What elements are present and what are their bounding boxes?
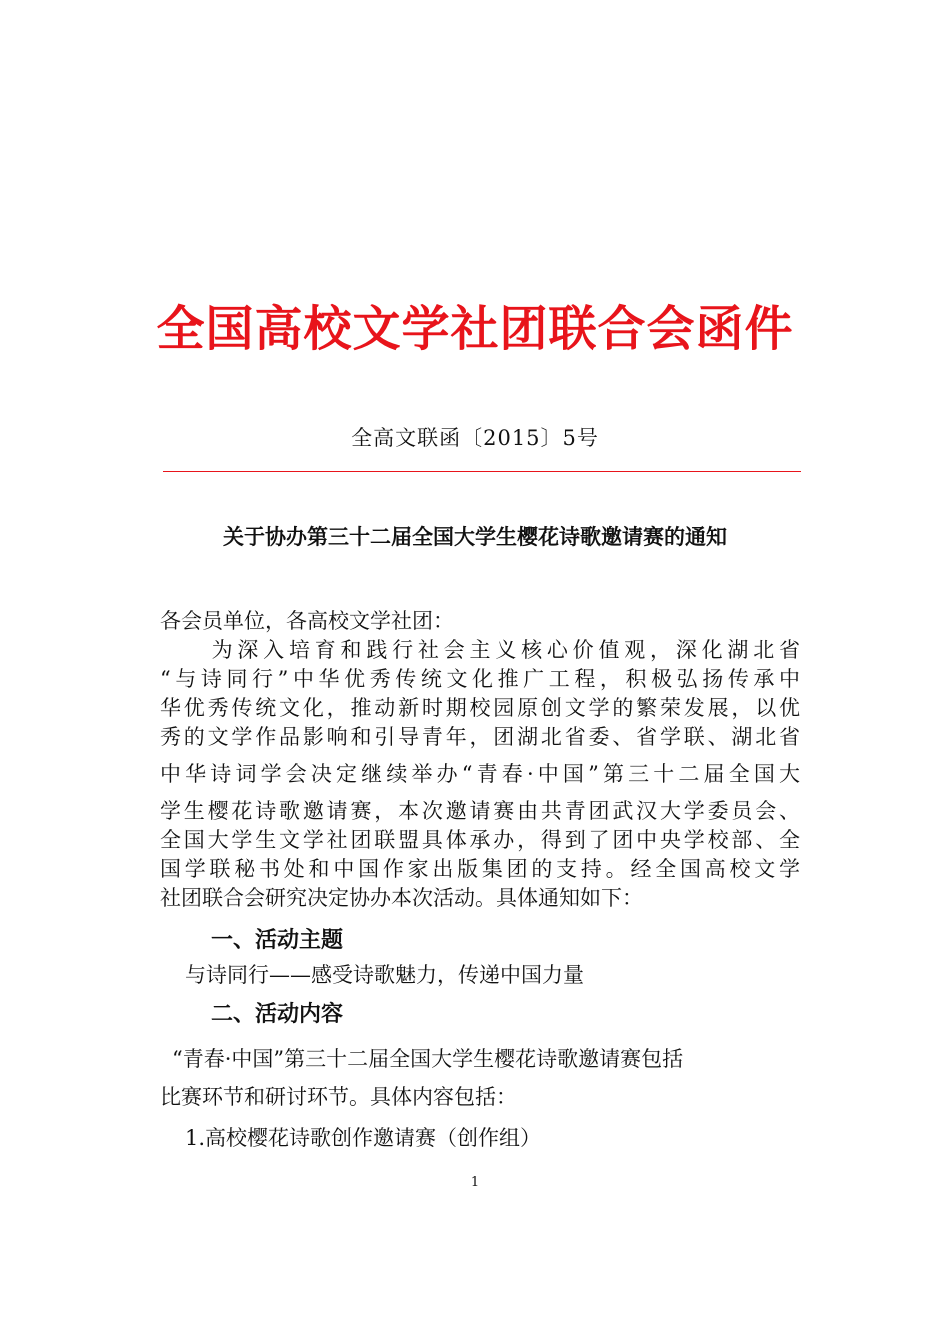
theme-text: 与诗同行——感受诗歌魅力，传递中国力量	[185, 963, 584, 987]
paragraph-line: 学生樱花诗歌邀请赛，本次邀请赛由共青团武汉大学委员会、	[160, 799, 800, 823]
document-number: 全高文联函〔2015〕5号	[351, 426, 599, 450]
content-line: 比赛环节和研讨环节。具体内容包括：	[160, 1085, 517, 1109]
red-divider-rule	[163, 471, 801, 472]
paragraph-line: 为深入培育和践行社会主义核心价值观，深化湖北省	[160, 638, 800, 662]
section-heading-content: 二、活动内容	[211, 1002, 344, 1027]
paragraph-line: 社团联合会研究决定协办本次活动。具体通知如下：	[160, 886, 643, 910]
content-line: “青春·中国”第三十二届全国大学生樱花诗歌邀请赛包括	[172, 1047, 684, 1071]
section-heading-theme: 一、活动主题	[211, 928, 344, 953]
paragraph-line: “与诗同行”中华优秀传统文化推广工程，积极弘扬传承中	[160, 667, 800, 691]
letterhead-title: 全国高校文学社团联合会函件	[156, 301, 794, 357]
salutation: 各会员单位，各高校文学社团：	[160, 609, 454, 633]
list-item: 1.高校樱花诗歌创作邀请赛（创作组）	[185, 1126, 542, 1150]
notice-title: 关于协办第三十二届全国大学生樱花诗歌邀请赛的通知	[223, 525, 727, 549]
page-number: 1	[470, 1175, 480, 1190]
paragraph-line: 秀的文学作品影响和引导青年，团湖北省委、省学联、湖北省	[160, 725, 800, 749]
paragraph-line: 国学联秘书处和中国作家出版集团的支持。经全国高校文学	[160, 857, 800, 881]
paragraph-line: 中华诗词学会决定继续举办“青春·中国”第三十二届全国大	[160, 762, 800, 786]
paragraph-line: 全国大学生文学社团联盟具体承办，得到了团中央学校部、全	[160, 828, 800, 852]
paragraph-line: 华优秀传统文化，推动新时期校园原创文学的繁荣发展，以优	[160, 696, 800, 720]
